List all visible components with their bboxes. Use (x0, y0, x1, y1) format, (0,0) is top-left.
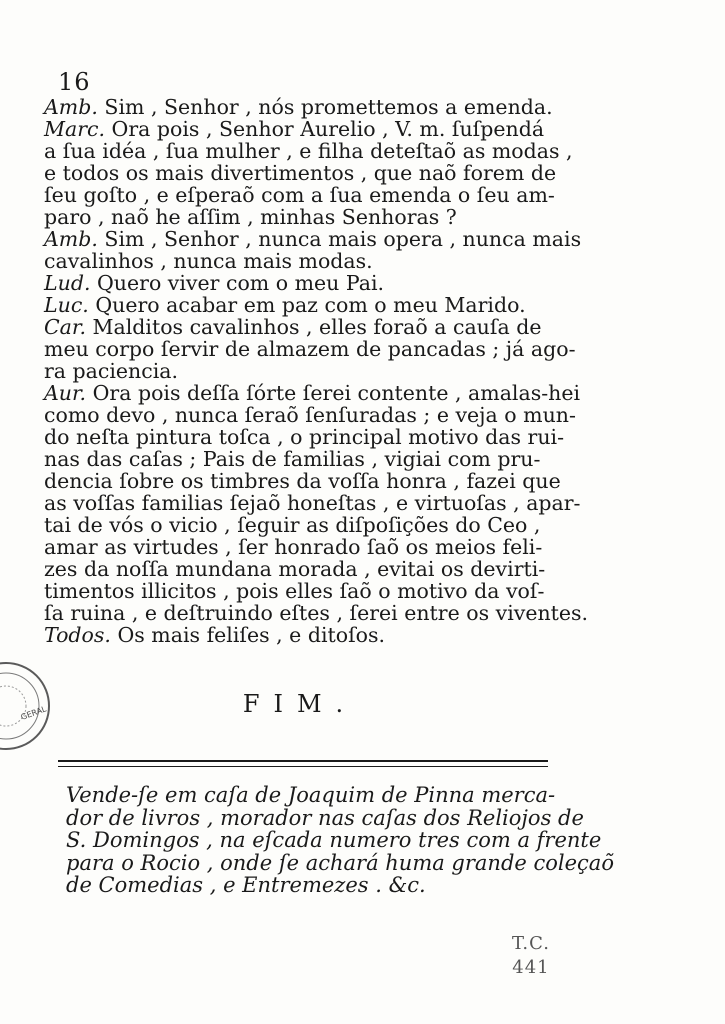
speech-text: ra paciencia. (44, 359, 179, 383)
colophon-line: dor de livros , morador nas caſas dos Reliojos de (66, 805, 584, 830)
speech-text: zes da noſſa mundana morada , evitai os devirti- (44, 557, 546, 581)
speech-text: ſa ruina , e deſtruindo eſtes , ſerei entre os viventes. (44, 601, 589, 625)
colophon-line: de Comedias , e Entremezes . &c. (66, 873, 426, 897)
colophon-line: Vende-ſe em caſa de Joaquim de Pinna merca- (66, 783, 556, 807)
speech (44, 227, 582, 273)
speech-text: Sim , Senhor , nós promettemos a emenda. (104, 95, 553, 119)
speaker-name: Luc. (44, 293, 89, 317)
speech-text: a ſua idéa , ſua mulher , e filha deteſtaõ as modas , (44, 139, 573, 163)
speech-line (44, 183, 556, 207)
speech-text: amar as virtudes , ſer honrado ſaõ os meios feli- (44, 535, 543, 559)
speaker-name: Amb. (44, 95, 98, 119)
colophon-rule-thick (58, 760, 548, 762)
colophon-line: para o Rocio , onde ſe achará huma grande coleçaõ (66, 850, 614, 875)
svg-text:GERAL: GERAL (19, 704, 48, 722)
speech-line (44, 447, 556, 471)
speech-line (44, 161, 557, 185)
speech (44, 315, 576, 383)
speech-text: Quero viver com o meu Pai. (97, 271, 385, 295)
speech-line (44, 293, 556, 317)
colophon (66, 783, 614, 897)
speech-line (44, 337, 576, 361)
library-stamp-seal (0, 660, 52, 752)
speaker-name: Marc. (44, 117, 106, 141)
page-number: 16 (58, 68, 91, 96)
speech-line (44, 513, 556, 537)
speech-line (44, 315, 556, 339)
speech-line (44, 403, 576, 427)
speech-text: Ora pois deſſa ſórte ſerei contente , amalas-hei (92, 381, 581, 405)
speech-text: do neſta pintura toſca , o principal motivo das rui- (44, 425, 565, 449)
speech-line (44, 381, 581, 405)
speaker-name: Todos. (44, 623, 111, 647)
speech-line (44, 491, 581, 515)
speech-line (44, 601, 589, 625)
speech-line (44, 139, 573, 163)
shelfmark-line: T.C. (512, 933, 550, 954)
colophon-line: S. Domingos , na eſcada numero tres com a frente (66, 828, 602, 852)
speech-text: Sim , Senhor , nunca mais opera , nunca mais (104, 227, 582, 251)
speaker-name: Aur. (44, 381, 87, 405)
speech-text: Os mais feliſes , e ditoſos. (117, 623, 386, 647)
speech-text: meu corpo ſervir de almazem de pancadas ; já ago- (44, 337, 576, 361)
speaker-name: Amb. (44, 227, 98, 251)
speaker-name: Car. (44, 315, 86, 339)
speaker-name: Lud. (44, 271, 91, 295)
speech-text: como devo , nunca ſeraõ ſenſuradas ; e veja o mun- (44, 403, 576, 427)
speech-line (44, 271, 556, 295)
speech-line (44, 95, 556, 119)
speech-text: Malditos cavalinhos , elles foraõ a cauſa de (92, 315, 542, 339)
shelfmark-line: 441 (512, 957, 550, 978)
speech-text: paro , naõ he aſſim , minhas Senhoras ? (44, 205, 457, 229)
speech-text: nas das caſas ; Pais de familias , vigiai com pru- (44, 447, 541, 471)
speech-line (44, 535, 556, 559)
speech (44, 381, 589, 625)
speech-line (44, 469, 561, 493)
speech-text: as voſſas familias ſejaõ honeſtas , e virtuoſas , apar- (44, 491, 581, 515)
speech (44, 624, 556, 646)
speech-text: ſeu goſto , e eſperaõ com a ſua emenda o ſeu am- (44, 183, 555, 207)
speech-line (44, 117, 556, 141)
speech-line (44, 425, 565, 449)
end-title: FIM. (242, 690, 358, 718)
speech-text: e todos os mais divertimentos , que naõ forem de (44, 161, 557, 185)
colophon-rule-thin (58, 766, 548, 767)
speech-line (44, 249, 556, 273)
speech-line (44, 227, 582, 251)
speech-text: Quero acabar em paz com o meu Marido. (95, 293, 526, 317)
speech (44, 294, 556, 316)
speech-text: cavalinhos , nunca mais modas. (44, 249, 373, 273)
dialogue-block (44, 95, 589, 647)
speech-text: tai de vós o vicio , ſeguir as diſpoſições do Ceo , (44, 513, 541, 537)
speech-line (44, 205, 556, 229)
speech (44, 117, 573, 229)
shelfmark-annotation (512, 932, 550, 980)
speech-text: timentos illicitos , pois elles ſaõ o motivo da voſ- (44, 579, 545, 603)
speech-line (44, 579, 556, 603)
speech (44, 96, 556, 118)
speech-text: Ora pois , Senhor Aurelio , V. m. ſuſpendá (111, 117, 545, 141)
speech-line (44, 557, 556, 581)
speech (44, 272, 556, 294)
speech-line (44, 623, 556, 647)
speech-text: dencia ſobre os timbres da voſſa honra , fazei que (44, 469, 561, 493)
speech-line (44, 359, 556, 383)
